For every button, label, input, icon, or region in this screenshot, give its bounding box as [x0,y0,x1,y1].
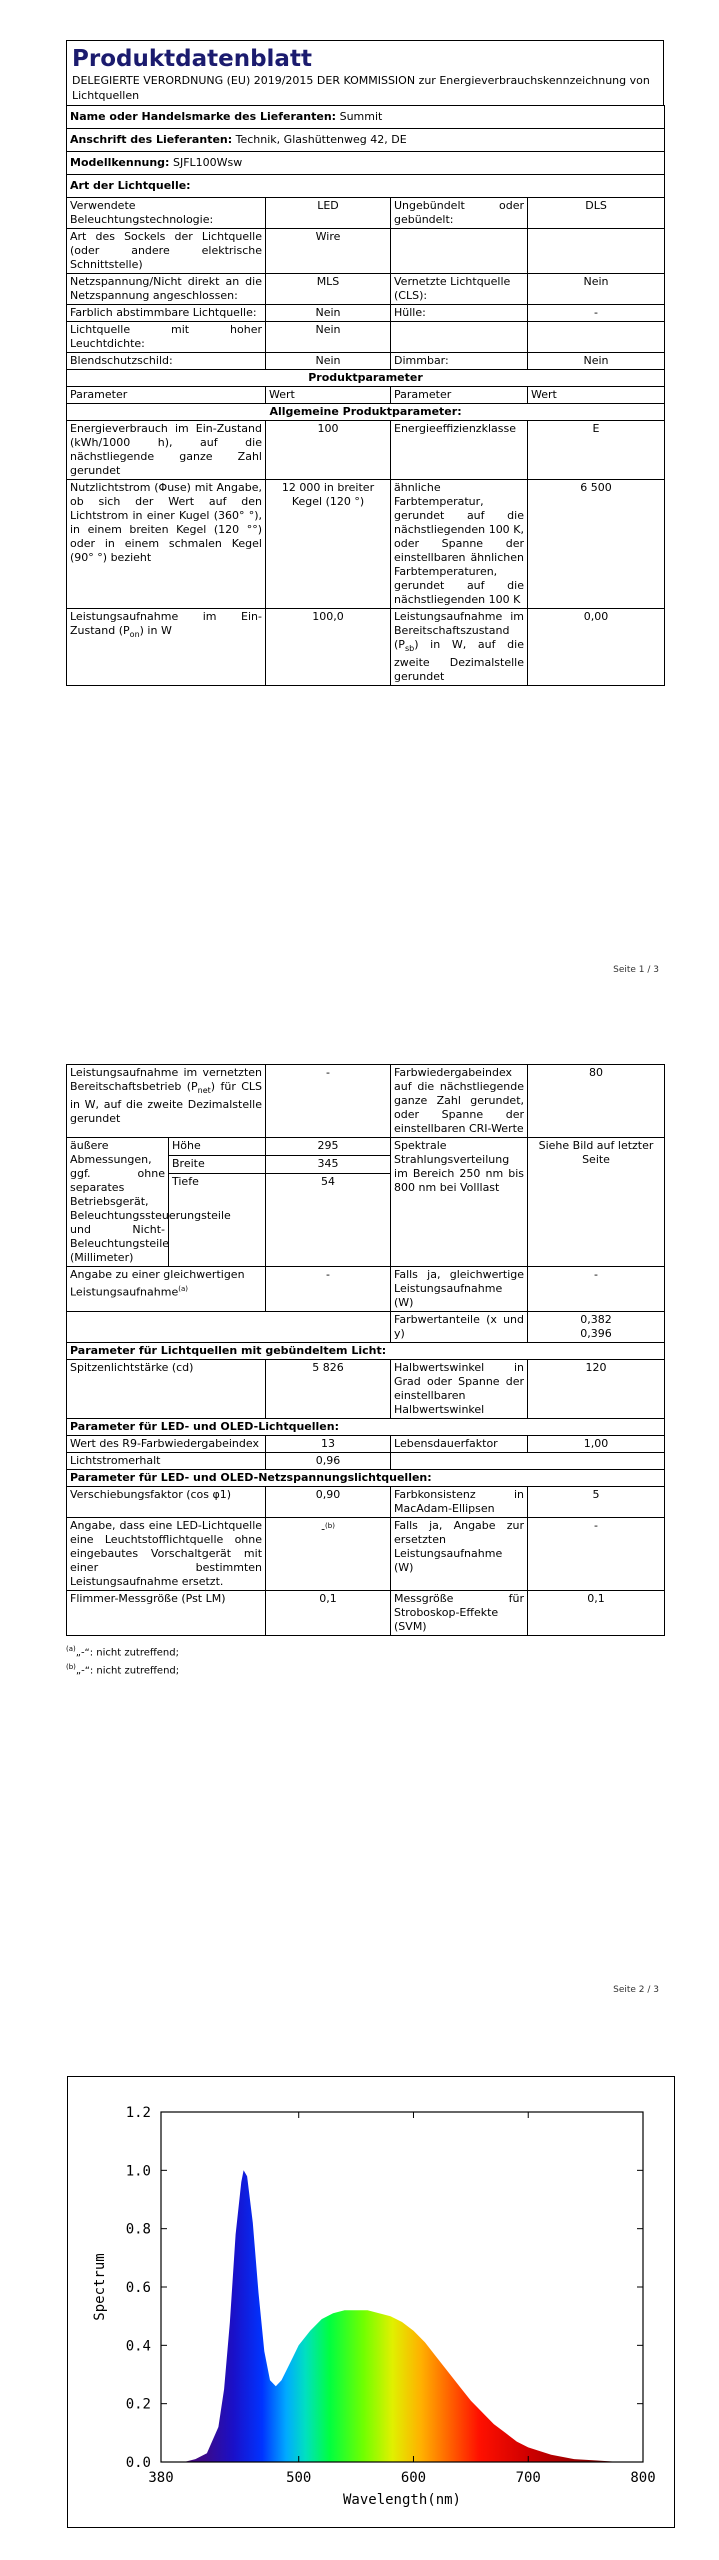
focused-label: Ungebündelt oder gebündelt: [391,198,528,229]
col-value-header: Wert [528,387,665,404]
model-row [67,152,665,175]
light-source-type-header: Art der Lichtquelle: [67,175,665,198]
equiv-power-text: Angabe zu einer gleichwertigen Leistungsaufnahme [70,1268,245,1299]
standby-value: 0,00 [528,609,665,686]
y-axis-label: Spectrum [92,2253,108,2321]
connected-value: Nein [528,274,665,305]
peak-row [67,1360,665,1419]
height-label: Höhe [169,1138,266,1156]
replace-sup: (b) [325,1522,335,1530]
peak-label: Spitzenlichtstärke (cd) [67,1360,266,1419]
antiglare-label: Blendschutzschild: [67,353,266,370]
page-title: Produktdatenblatt [72,46,312,72]
cap-label: Art des Sockels der Lichtquelle (oder andere elektrische Schnittstelle) [67,229,266,274]
mains-row [67,274,665,305]
colour-tunable-row [67,305,665,322]
footnote-b [66,1660,664,1678]
beam-value: 120 [528,1360,665,1419]
cct-value: 6 500 [528,480,665,609]
equiv-power-label [67,1267,266,1312]
equiv-power-row [67,1267,665,1312]
cri-label: Farbwiedergabeindex auf die nächstliegende ganze Zahl gerundet, oder Spanne der einstellbaren CRI-Werte [391,1065,528,1138]
footnote-a [66,1642,664,1660]
replace-label: Angabe, dass eine LED-Lichtquelle eine Leuchtstofflichtquelle ohne eingebautes Vorschaltgerät mit einer bestimmten Leistungsaufnahme ersetzt. [67,1518,266,1591]
x-tick-label: 500 [286,2470,312,2486]
stroboscopic-value: 0,1 [528,1591,665,1636]
equiv-if-value: - [528,1267,665,1312]
led-header: Parameter für LED- und OLED-Lichtquellen: [67,1419,665,1436]
dimmable-value: Nein [528,353,665,370]
supplier-address-label: Anschrift des Lieferanten: [70,133,233,146]
cap-value: Wire [266,229,391,274]
antiglare-value: Nein [266,353,391,370]
standby-text: Leistungsaufnahme im Bereitschaftszustand (P [394,610,524,651]
beam-label: Halbwertswinkel in Grad oder Spanne der einstellbaren Halbwertswinkel [391,1360,528,1419]
lighting-tech-value: LED [266,198,391,229]
power-row [67,609,665,686]
connected-label: Vernetzte Lichtquelle (CLS): [391,274,528,305]
y-tick-label: 0.0 [125,2455,151,2471]
focused-value: DLS [528,198,665,229]
mains-label: Netzspannung/Nicht direkt an die Netzspannung angeschlossen: [67,274,266,305]
antiglare-row [67,353,665,370]
x-tick-label: 800 [630,2470,656,2486]
replace-value-text: - [321,1522,326,1536]
displacement-value: 0,90 [266,1487,391,1518]
energy-class-value: E [528,421,665,480]
page-2 [66,1064,664,1679]
networked-standby-label [67,1065,266,1138]
standby-text-2: ) in W, auf die zweite Dezimalstelle gerundet [394,638,524,684]
r9-row [67,1436,665,1453]
y-tick-label: 1.2 [125,2105,151,2121]
led-header-row [67,1419,665,1436]
flux-label: Nutzlichtstrom (Φuse) mit Angabe, ob sich der Wert auf den Lichtstrom in einer Kugel (360° °), in einem breiten Kegel (120 °°) oder in einem schmalen Kegel (90° °) bezieht [67,480,266,609]
consistency-value: 5 [528,1487,665,1518]
energy-on-label: Energieverbrauch im Ein-Zustand (kWh/1000 h), auf die nächstliegende ganze Zahl gerundet [67,421,266,480]
envelope-label: Hülle: [391,305,528,322]
footnote-b-marker: (b) [66,1663,76,1672]
lumen-maint-label: Lichtstromerhalt [67,1453,266,1470]
displacement-row [67,1487,665,1518]
replace-value [266,1518,391,1591]
survival-label: Lebensdauerfaktor [391,1436,528,1453]
consistency-label: Farbkonsistenz in MacAdam-Ellipsen [391,1487,528,1518]
dimmable-label: Dimmbar: [391,353,528,370]
replace-if-label: Falls ja, Angabe zur ersetzten Leistungsaufnahme (W) [391,1518,528,1591]
cri-value: 80 [528,1065,665,1138]
y-tick-label: 0.6 [125,2280,151,2296]
y-tick-label: 0.8 [125,2221,151,2238]
y-tick-label: 0.2 [125,2396,151,2413]
empty-cell [528,322,665,353]
col-param-header: Parameter [391,387,528,404]
peak-value: 5 826 [266,1360,391,1419]
equiv-power-sup: (a) [178,1285,188,1293]
replace-if-value: - [528,1518,665,1591]
empty-cell [391,229,528,274]
empty-cell [67,1312,391,1343]
networked-standby-text-2: ) für CLS in W, auf die zweite Dezimalstelle gerundet [70,1080,263,1126]
product-data-table-1 [66,105,665,686]
equiv-power-value: - [266,1267,391,1312]
networked-standby-value: - [266,1065,391,1138]
directional-header: Parameter für Lichtquellen mit gebündeltem Licht: [67,1343,665,1360]
height-value: 295 [266,1138,391,1156]
depth-value: 54 [266,1174,391,1267]
displacement-label: Verschiebungsfaktor (cos φ1) [67,1487,266,1518]
spectrum-chart [68,2077,674,2527]
general-params-header: Allgemeine Produktparameter: [67,404,665,421]
x-tick-label: 600 [400,2470,427,2486]
x-tick-label: 380 [148,2470,174,2486]
x-axis-label: Wavelength(nm) [342,2492,462,2508]
colour-tunable-label: Farblich abstimmbare Lichtquelle: [67,305,266,322]
column-headers-row [67,387,665,404]
replace-row [67,1518,665,1591]
led-mains-header: Parameter für LED- und OLED-Netzspannungslichtquellen: [67,1470,665,1487]
plot-area [92,2105,656,2508]
networked-standby-text: Leistungsaufnahme im vernetzten Bereitschaftsbetrieb (P [70,1066,263,1093]
cct-label: ähnliche Farbtemperatur, gerundet auf die nächstliegenden 100 K, oder Spanne der einstellbaren ähnlichen Farbtemperaturen, gerundet auf die nächstliegenden 100 K [391,480,528,609]
product-params-header: Produktparameter [67,370,665,387]
col-param-header: Parameter [67,387,266,404]
chromaticity-label: Farbwertanteile (x und y) [391,1312,528,1343]
supplier-address-row [67,129,665,152]
product-params-header-row [67,370,665,387]
light-source-type-row [67,175,665,198]
x-tick-label: 700 [515,2470,541,2486]
footnote-a-text: „-“: nicht zutreffend; [75,1647,179,1659]
width-value: 345 [266,1156,391,1174]
flicker-row [67,1591,665,1636]
dimensions-label: äußere Abmessungen, ggf. ohne separates Betriebsgerät, Beleuchtungssteuerungsteile und Nicht-Beleuchtungsteile (Millimeter) [67,1138,169,1267]
empty-cell [391,322,528,353]
standby-label [391,609,528,686]
r9-value: 13 [266,1436,391,1453]
spectral-label: Spektrale Strahlungsverteilung im Bereich 250 nm bis 800 nm bei Volllast [391,1138,528,1267]
spectral-value: Siehe Bild auf letzter Seite [528,1138,665,1267]
chromaticity-y: 0,396 [580,1327,612,1340]
empty-cell [391,1453,665,1470]
page-2-footer: Seite 2 / 3 [613,1985,659,1995]
networked-standby-sub: net [197,1086,211,1096]
lumen-maint-row [67,1453,665,1470]
standby-sub: sb [404,644,415,654]
chromaticity-row [67,1312,665,1343]
model-label: Modellkennung: [70,156,170,169]
width-label: Breite [169,1156,266,1174]
supplier-name-label: Name oder Handelsmarke des Lieferanten: [70,110,337,123]
led-mains-header-row [67,1470,665,1487]
lighting-tech-row [67,198,665,229]
col-value-header: Wert [266,387,391,404]
high-luminance-label: Lichtquelle mit hoher Leuchtdichte: [67,322,266,353]
supplier-name-row [67,106,665,129]
energy-class-label: Energieeffizienzklasse [391,421,528,480]
energy-on-value: 100 [266,421,391,480]
model-value: SJFL100Wsw [172,156,243,169]
cap-row [67,229,665,274]
equiv-if-label: Falls ja, gleichwertige Leistungsaufnahme (W) [391,1267,528,1312]
power-on-text-2: ) in W [139,624,172,637]
networked-standby-row [67,1065,665,1138]
supplier-name-value: Summit [339,110,383,123]
title-block [66,40,664,105]
directional-header-row [67,1343,665,1360]
footnote-b-text: „-“: nicht zutreffend; [75,1665,180,1677]
dimensions-row-height [67,1138,665,1156]
empty-cell [528,229,665,274]
power-on-value: 100,0 [266,609,391,686]
general-params-header-row [67,404,665,421]
page-1-footer: Seite 1 / 3 [613,965,659,975]
power-on-text: Leistungsaufnahme im Ein-Zustand (P [70,610,262,637]
power-on-label [67,609,266,686]
footnote-a-marker: (a) [66,1645,76,1653]
energy-row [67,421,665,480]
envelope-value: - [528,305,665,322]
r9-label: Wert des R9-Farbwiedergabeindex [67,1436,266,1453]
spectrum-chart-frame [67,2076,675,2528]
survival-value: 1,00 [528,1436,665,1453]
colour-tunable-value: Nein [266,305,391,322]
stroboscopic-label: Messgröße für Stroboskop-Effekte (SVM) [391,1591,528,1636]
y-tick-label: 1.0 [125,2163,151,2180]
flux-row [67,480,665,609]
lighting-tech-label: Verwendete Beleuchtungstechnologie: [67,198,266,229]
depth-label: Tiefe [169,1174,266,1267]
spectrum-area [161,2170,643,2462]
lumen-maint-value: 0,96 [266,1453,391,1470]
product-data-table-2 [66,1064,665,1636]
power-on-sub: on [129,630,140,640]
regulation-text: DELEGIERTE VERORDNUNG (EU) 2019/2015 DER KOMMISSION zur Energieverbrauchskennzeichnung von Lichtquellen [72,74,650,102]
page-1 [66,40,664,686]
high-luminance-value: Nein [266,322,391,353]
flicker-label: Flimmer-Messgröße (Pst LM) [67,1591,266,1636]
flux-value: 12 000 in breiter Kegel (120 °) [266,480,391,609]
y-tick-label: 0.4 [125,2338,151,2355]
high-luminance-row [67,322,665,353]
chromaticity-values [528,1312,665,1343]
mains-value: MLS [266,274,391,305]
flicker-value: 0,1 [266,1591,391,1636]
chromaticity-x: 0,382 [580,1313,612,1326]
supplier-address-value: Technik, Glashüttenweg 42, DE [235,133,407,146]
